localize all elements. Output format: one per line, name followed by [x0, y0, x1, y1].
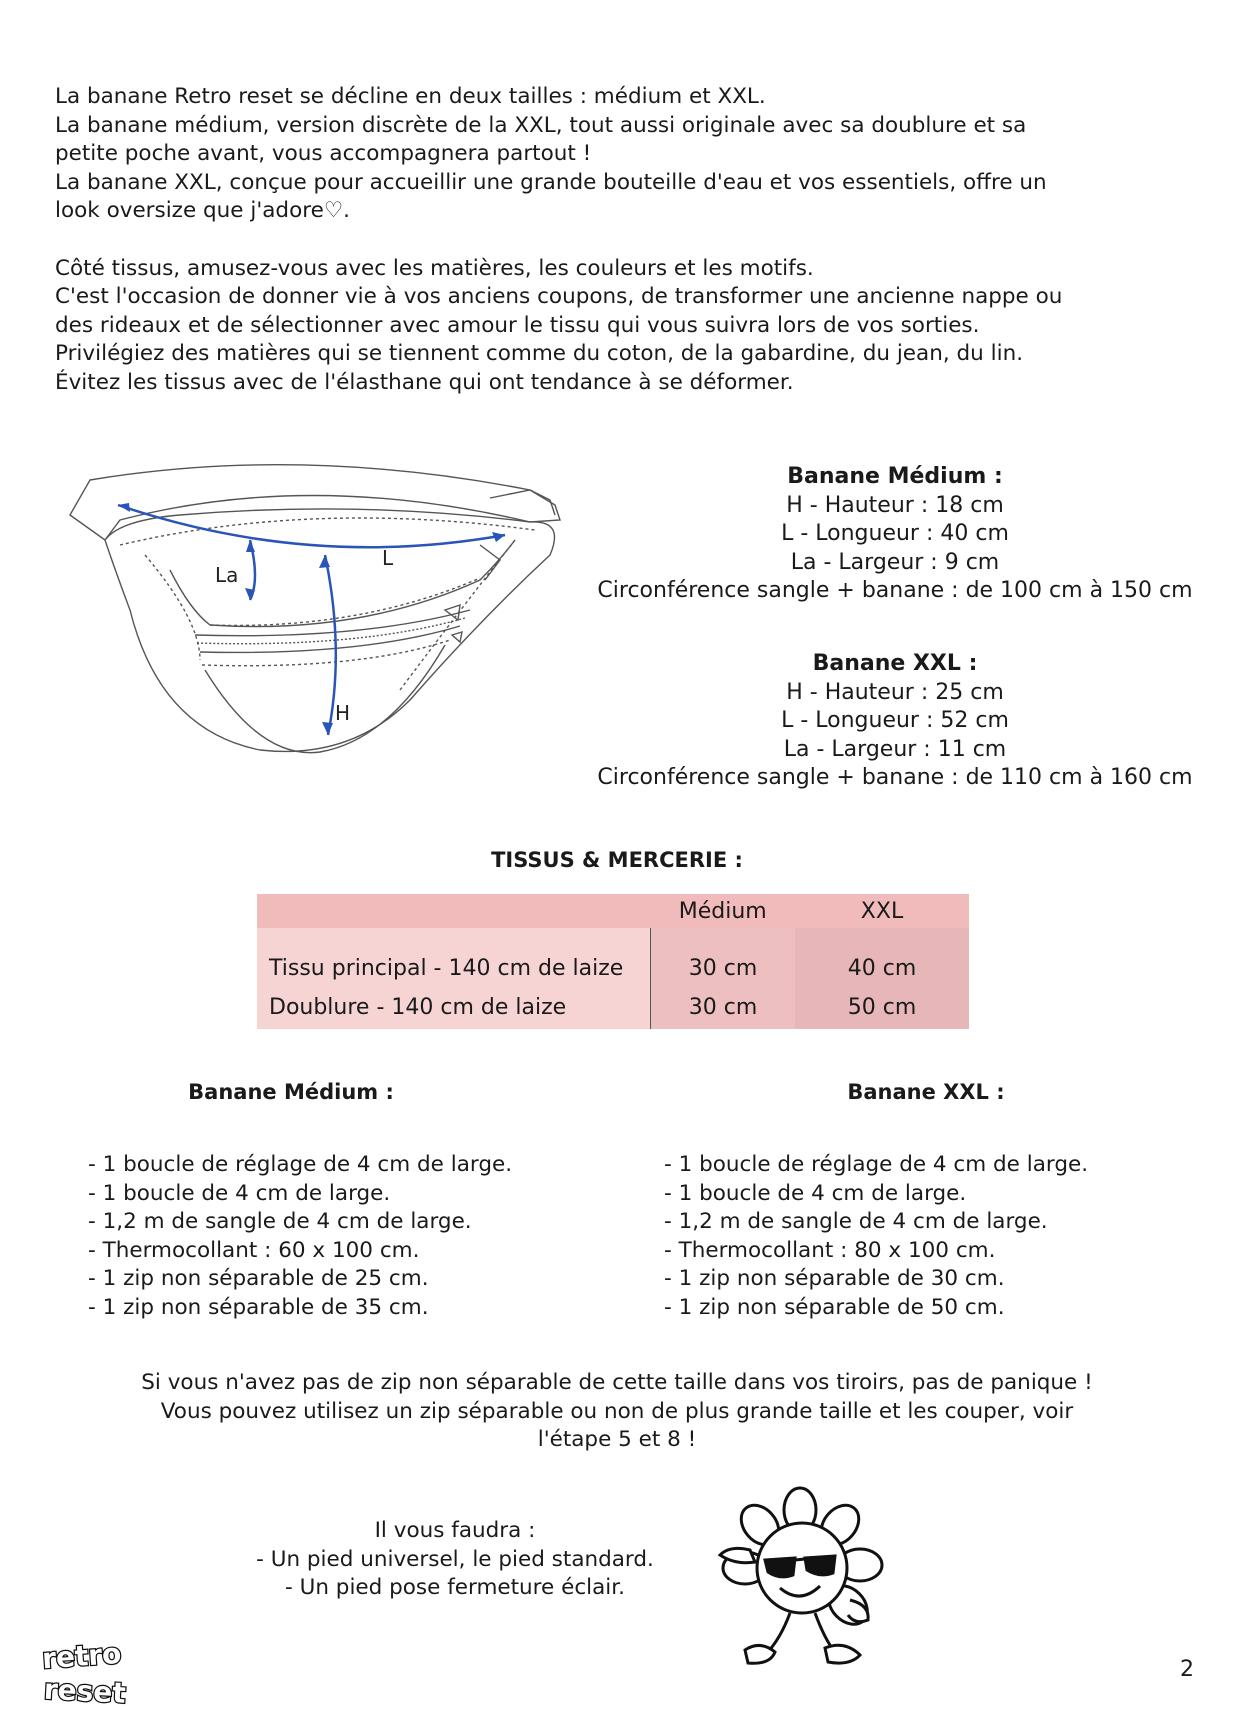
label-l: L: [382, 546, 394, 570]
intro-line: La banane XXL, conçue pour accueillir une grande bouteille d'eau et vos essentiels, offre un: [55, 169, 1047, 195]
note-line: Vous pouvez utilisez un zip séparable ou non de plus grande taille et les couper, voir: [160, 1398, 1074, 1424]
intro-line: look oversize que j'adore♡.: [55, 198, 350, 224]
feet-title: Il vous faudra :: [374, 1518, 536, 1543]
intro-line: Privilégiez des matières qui se tiennent comme du coton, de la gabardine, du jean, du lin.: [55, 341, 1024, 367]
list-item: - 1 zip non séparable de 30 cm.: [664, 1266, 1005, 1292]
table-row: [257, 985, 969, 1029]
size-xxl-circ: Circonférence sangle + banane : de 110 cm à 160 cm: [597, 765, 1193, 791]
table-row: [257, 928, 969, 985]
svg-text:reset: reset: [43, 1672, 127, 1710]
intro-line: petite poche avant, vous accompagnera partout !: [55, 141, 592, 167]
presser-feet: [215, 1517, 695, 1603]
label-la: La: [215, 563, 239, 587]
list-item: - Un pied universel, le pied standard.: [256, 1546, 654, 1572]
size-medium-h: H - Hauteur : 18 cm: [786, 492, 1004, 518]
size-medium: [575, 463, 1215, 606]
row-medium-value: 30 cm: [651, 928, 796, 985]
bag-diagram: [60, 460, 580, 780]
list-item: - Thermocollant : 80 x 100 cm.: [664, 1237, 996, 1263]
row-medium-value: 30 cm: [651, 985, 796, 1029]
intro-line: La banane médium, version discrète de la XXL, tout aussi originale avec sa doublure et sa: [55, 112, 1027, 138]
intro-line: Évitez les tissus avec de l'élasthane qui ont tendance à se déformer.: [55, 369, 794, 395]
label-h: H: [335, 701, 351, 725]
table-header-row: [257, 894, 969, 928]
size-xxl: [575, 650, 1215, 793]
intro-line: Côté tissus, amusez-vous avec les matières, les couleurs et les motifs.: [55, 255, 814, 281]
notions-xxl-title: Banane XXL :: [847, 1080, 1005, 1104]
svg-text:retro: retro: [41, 1636, 123, 1676]
list-item: - 1 boucle de 4 cm de large.: [88, 1180, 391, 1206]
list-item: - 1 boucle de 4 cm de large.: [664, 1180, 967, 1206]
notions-medium-list: [88, 1151, 512, 1323]
size-xxl-l: L - Longueur : 52 cm: [781, 708, 1009, 734]
intro-line: C'est l'occasion de donner vie à vos anciens coupons, de transformer une ancienne nappe ou: [55, 284, 1063, 310]
list-item: - 1 boucle de réglage de 4 cm de large.: [88, 1152, 513, 1177]
size-xxl-la: La - Largeur : 11 cm: [783, 736, 1007, 762]
intro-text: [55, 83, 1185, 398]
row-label: Doublure - 140 cm de laize: [257, 985, 651, 1029]
note-line: Si vous n'avez pas de zip non séparable de cette taille dans vos tiroirs, pas de panique !: [141, 1370, 1093, 1395]
row-label: Tissu principal - 140 cm de laize: [257, 928, 651, 985]
col-xxl-header: XXL: [795, 894, 969, 928]
note-line: l'étape 5 et 8 !: [537, 1427, 697, 1453]
size-medium-l: L - Longueur : 40 cm: [781, 521, 1009, 547]
table-header-empty: [257, 894, 651, 928]
list-item: - 1 zip non séparable de 25 cm.: [88, 1266, 429, 1292]
intro-line: La banane Retro reset se décline en deux tailles : médium et XXL.: [55, 84, 766, 109]
notions-medium-title: Banane Médium :: [188, 1080, 394, 1104]
size-medium-circ: Circonférence sangle + banane : de 100 cm à 150 cm: [597, 578, 1193, 604]
retro-reset-logo: [40, 1635, 150, 1710]
list-item: - 1,2 m de sangle de 4 cm de large.: [88, 1209, 472, 1235]
notions-xxl-list: [664, 1151, 1088, 1323]
intro-line: des rideaux et de sélectionner avec amour le tissu qui vous suivra lors de vos sorties.: [55, 312, 980, 338]
page-number: 2: [1180, 1657, 1194, 1682]
list-item: - Thermocollant : 60 x 100 cm.: [88, 1237, 420, 1263]
row-xxl-value: 50 cm: [795, 985, 969, 1029]
size-xxl-title: Banane XXL :: [812, 651, 978, 676]
row-xxl-value: 40 cm: [795, 928, 969, 985]
list-item: - 1 zip non séparable de 35 cm.: [88, 1294, 429, 1320]
zip-note: [0, 1369, 1234, 1455]
size-medium-la: La - Largeur : 9 cm: [790, 549, 1000, 575]
size-medium-title: Banane Médium :: [787, 464, 1003, 489]
list-item: - Un pied pose fermeture éclair.: [285, 1575, 625, 1601]
fabric-table: [257, 894, 969, 1029]
fabric-title: TISSUS & MERCERIE :: [491, 848, 743, 872]
list-item: - 1 boucle de réglage de 4 cm de large.: [664, 1152, 1089, 1177]
sun-mascot-illustration: [700, 1480, 900, 1680]
col-medium-header: Médium: [651, 894, 796, 928]
list-item: - 1,2 m de sangle de 4 cm de large.: [664, 1209, 1048, 1235]
size-xxl-h: H - Hauteur : 25 cm: [786, 679, 1004, 705]
list-item: - 1 zip non séparable de 50 cm.: [664, 1294, 1005, 1320]
